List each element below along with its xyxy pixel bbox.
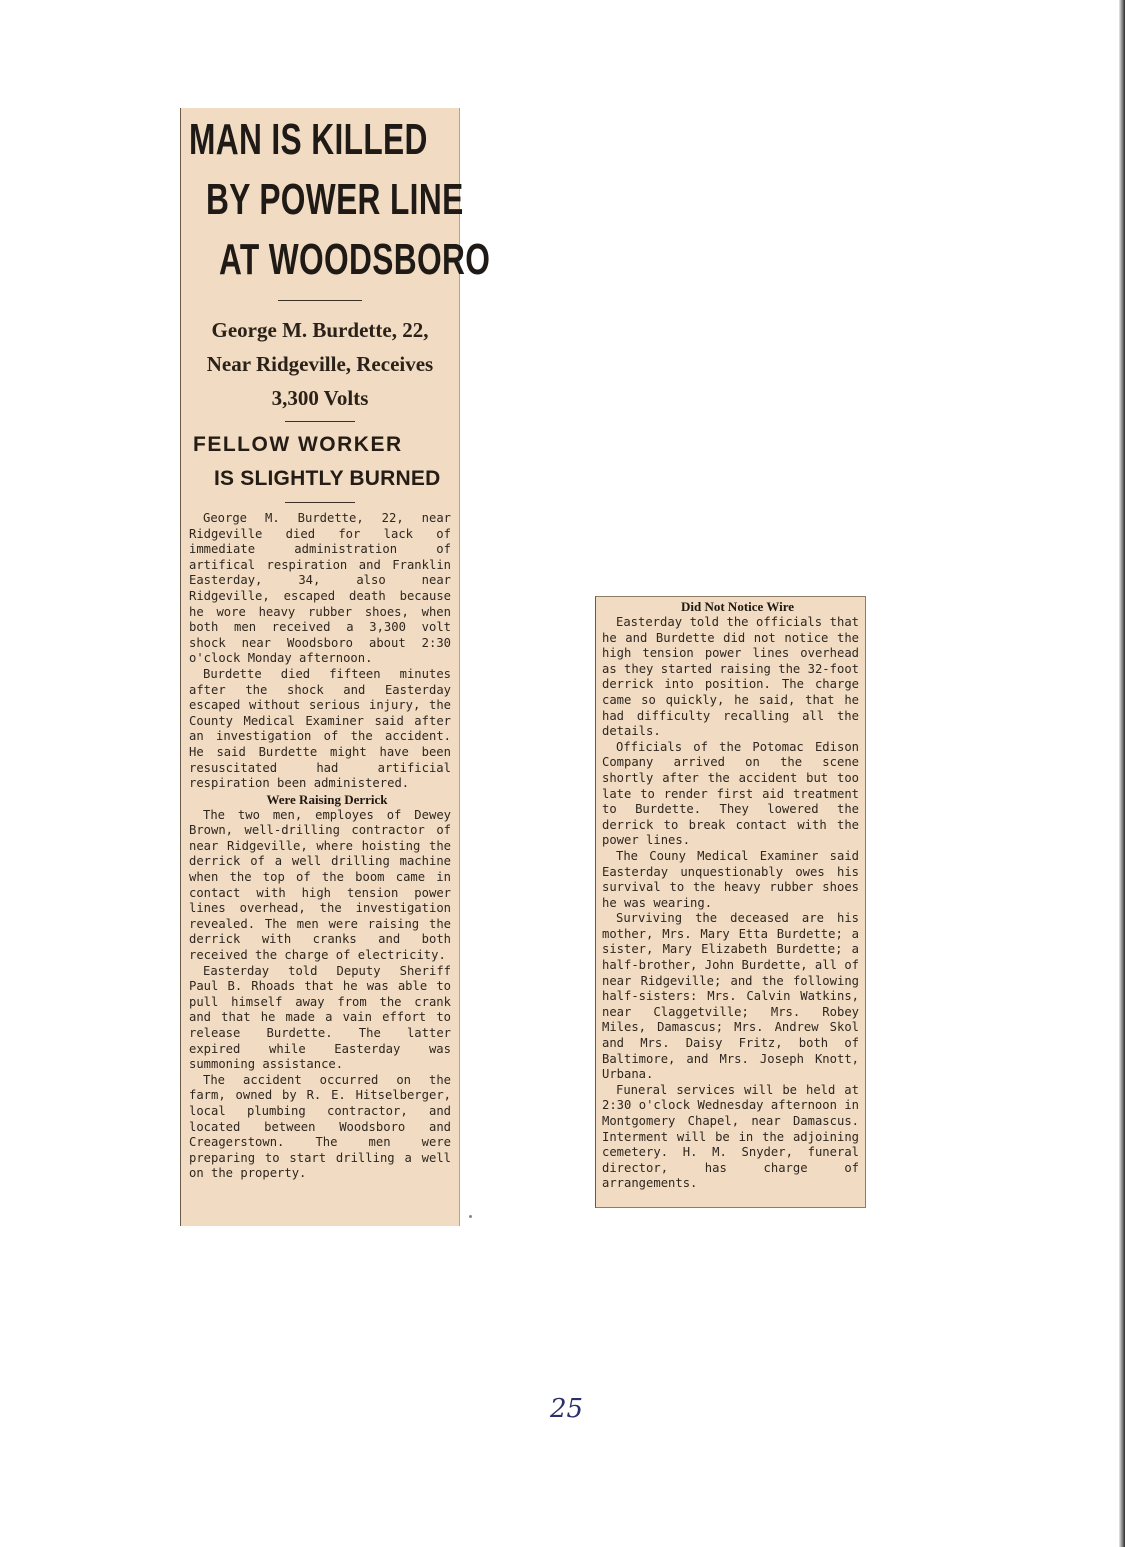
headline: [189, 112, 491, 292]
divider-rule: [285, 421, 355, 422]
article-paragraph: Easterday told the officials that he and Burdette did not notice the high tension power lines overhead as they started raising the 32-foot derrick into position. The charge came so quickly, he said, that he had difficulty recalling all the details.: [602, 615, 859, 739]
deck-line-3: 3,300 Volts: [271, 386, 369, 410]
article-paragraph: Officials of the Potomac Edison Company arrived on the scene shortly after the accident but too late to render first aid treatment to Burdette. They lowered the derrick to break contact with the power lines.: [602, 739, 859, 848]
article-body: [602, 599, 859, 1192]
headline-line-1: MAN IS KILLED: [189, 115, 428, 164]
deck-line-1: George M. Burdette, 22,: [211, 318, 429, 342]
headline-line-2: BY POWER LINE: [206, 175, 464, 224]
divider-rule: [285, 502, 355, 503]
secondary-deck-line-1: FELLOW WORKER: [193, 433, 403, 456]
handwritten-page-number: 25: [550, 1394, 584, 1424]
secondary-deck-line-2: IS SLIGHTLY BURNED: [214, 467, 441, 490]
deck-line-2: Near Ridgeville, Receives: [206, 352, 434, 376]
article-paragraph: Easterday told Deputy Sheriff Paul B. Rhoads that he was able to pull himself away from the crank and that he made a vain effort to release Burdette. The latter expired while Easterday was summoning assistance.: [189, 963, 451, 1072]
divider-rule: [278, 300, 362, 301]
newspaper-clipping-main: [180, 108, 491, 1226]
headline-line-3: AT WOODSBORO: [219, 235, 491, 284]
newspaper-clipping-continuation: [595, 596, 866, 1208]
article-body: [189, 511, 451, 1182]
article-subhead: Did Not Notice Wire: [680, 599, 794, 614]
article-paragraph: The accident occurred on the farm, owned by R. E. Hitselberger, local plumbing contractor, and located between Woodsboro and Creagerstown. The men were preparing to start drilling a well on the property.: [189, 1072, 451, 1181]
article-paragraph: Burdette died fifteen minutes after the shock and Easterday escaped without serious injury, the County Medical Examiner said after an investigation of the accident. He said Burdette might have been resuscitated had artificial respiration been administered.: [189, 666, 451, 791]
article-paragraph: The two men, employes of Dewey Brown, well-drilling contractor of near Ridgeville, where hoisting the derrick of a well drilling machine when the top of the boom came in contact with high tension power lines overhead, the investigation revealed. The men were raising the derrick with cranks and both received the charge of electricity.: [189, 807, 451, 963]
article-paragraph: George M. Burdette, 22, near Ridgeville died for lack of immediate administration of artifical respiration and Franklin Easterday, 34, also near Ridgeville, escaped death because he wore heavy rubber shoes, when both men received a 3,300 volt shock near Woodsboro about 2:30 o'clock Monday afternoon.: [189, 511, 451, 666]
article-subhead: Were Raising Derrick: [266, 791, 388, 807]
scan-speck: [469, 1215, 472, 1218]
secondary-deck: [189, 428, 451, 496]
article-paragraph: The Couny Medical Examiner said Easterday unquestionably owes his survival to the heavy rubber shoes he was wearing.: [602, 848, 859, 910]
article-paragraph: Funeral services will be held at 2:30 o'clock Wednesday afternoon in Montgomery Chapel, near Damascus. Interment will be in the adjoining cemetery. H. M. Snyder, funeral director, has charge of arrangements.: [602, 1082, 859, 1191]
deck: [189, 313, 451, 415]
article-paragraph: Surviving the deceased are his mother, Mrs. Mary Etta Burdette; a sister, Mary Elizabeth Burdette; a half-brother, John Burdette, all of near Ridgeville; and the following half-sisters: Mrs. Calvin Watkins, near Claggetville; Mrs. Robey Miles, Damascus; Mrs. Andrew Skol and Mrs. Daisy Fritz, both of Baltimore, and Mrs. Joseph Knott, Urbana.: [602, 911, 859, 1082]
scanner-edge: [1119, 0, 1125, 1547]
